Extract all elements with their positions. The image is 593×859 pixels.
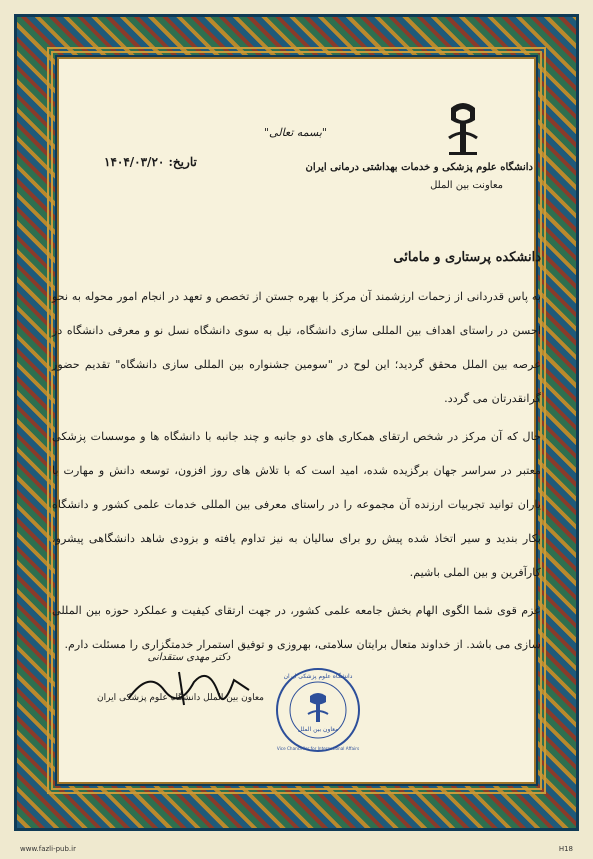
footer	[0, 839, 593, 853]
handwritten-signature-icon	[124, 660, 254, 710]
stamp-middle-text: معاون بین الملل	[297, 726, 339, 733]
certificate-body	[52, 280, 541, 662]
body-paragraph-2: حال که آن مرکز در شخص ارتقای همکاری های دو جانبه و چند جانبه با دانشگاه ها و موسسات پزشکی معتبر در سراسر جهان برگزیده شده، امید است که با تلاش های روز افزون، توسعه دانش و مهارت با یاران توانید تجربیات ارزنده آن مجموعه را در راستای معرفی بین المللی خدمات علمی کشور و دانشگاه بکار بندید و سیر اتخاذ شده پیش رو برای سالیان به نیز تداوم یافته و بزودی شاهد دانشگاهی پیشرو، کارآفرین و بین الملی باشیم.	[52, 430, 541, 579]
publisher-website: www.fazli-pub.ir	[20, 845, 76, 853]
print-code: H18	[558, 845, 573, 853]
signatory-name: دکتر مهدی ستقدانی	[147, 652, 231, 663]
university-logo-icon	[443, 98, 483, 158]
certificate-content	[52, 52, 541, 787]
document-date: تاریخ: ۱۴۰۴/۰۳/۲۰	[104, 155, 197, 169]
body-paragraph-1: به پاس قدردانی از زحمات ارزشمند آن مرکز با بهره جستن از تخصص و تعهد در انجام امور محوله به نحو احسن در راستای اهداف بین المللی سازی دانشگاه، نیل به سوی دانشگاه نسل نو و معرفی دانشگاه در عرصه بین الملل محقق گردید؛ این لوح در "سومین جشنواره بین المللی سازی دانشگاه" تقدیم حضور گرانقدرتان می گردد.	[52, 290, 541, 405]
basmala: "بسمه تعالی"	[264, 126, 327, 139]
signature-block	[97, 652, 264, 703]
signatory-title: معاون بین الملل دانشگاه علوم پزشکی ایران	[97, 693, 264, 703]
addressee: دانشکده پرستاری و مامائی	[393, 250, 541, 265]
university-name: دانشگاه علوم پزشکی و خدمات بهداشتی درمانی ایران	[305, 162, 533, 173]
office-name: معاونت بین الملل	[430, 180, 503, 191]
stamp-bottom-text: Vice Chancellor for International Affairs	[276, 746, 360, 751]
body-paragraph-3: عزم قوی شما الگوی الهام بخش جامعه علمی کشور، در جهت ارتقای کیفیت و عملکرد حوزه بین المللی سازی می باشد. از خداوند متعال برایتان سلامتی، بهروزی و توفیق استمرار خدمتگزاری را مسئلت دارم.	[52, 604, 541, 651]
stamp-top-text: دانشگاه علوم پزشکی ایران	[283, 673, 353, 680]
official-stamp-icon	[274, 666, 362, 754]
